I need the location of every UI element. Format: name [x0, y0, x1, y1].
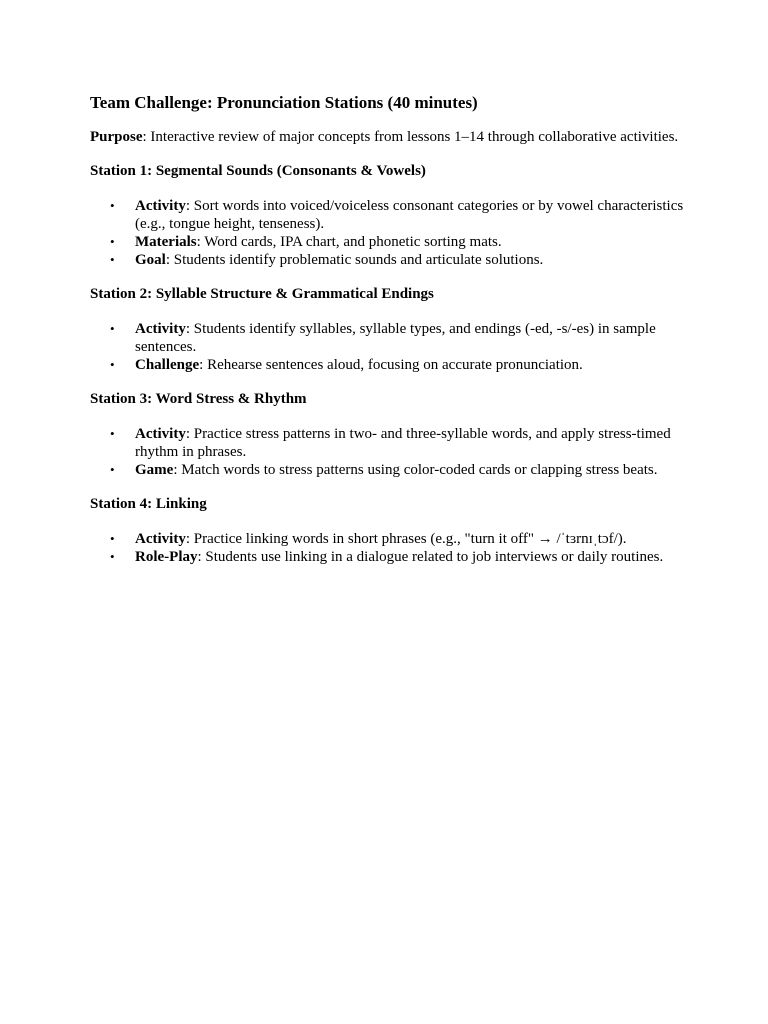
item-text: : Practice stress patterns in two- and three-syllable words, and apply stress-timed rhythm in phrases. [135, 426, 671, 460]
list-item [90, 356, 690, 374]
item-text: : Practice linking words in short phrases (e.g., "turn it off" → /ˈtɜrnɪˌtɔf/). [185, 531, 627, 547]
station-1-heading: Station 1: Segmental Sounds (Consonants & Vowels) [90, 163, 426, 179]
bullet-icon: • [110, 252, 115, 267]
item-text: : Sort words into voiced/voiceless consonant categories or by vowel characteristics (e.g., tongue height, tenseness). [135, 198, 684, 232]
station-4-heading: Station 4: Linking [90, 496, 207, 512]
item-label: Activity [135, 426, 186, 442]
station-1-list [90, 197, 690, 269]
bullet-icon: • [110, 549, 115, 564]
item-label: Activity [135, 531, 186, 547]
list-item [90, 233, 690, 251]
list-item [90, 197, 690, 233]
item-text: : Students identify problematic sounds and articulate solutions. [165, 252, 544, 268]
item-text: : Students use linking in a dialogue related to job interviews or daily routines. [197, 549, 664, 565]
bullet-icon: • [110, 531, 115, 546]
station-4-list [90, 530, 690, 566]
bullet-icon: • [110, 357, 115, 372]
document-title: Team Challenge: Pronunciation Stations (40 minutes) [90, 93, 478, 112]
purpose-text: : Interactive review of major concepts from lessons 1–14 through collaborative activities. [142, 129, 679, 145]
list-item [90, 425, 690, 461]
bullet-icon: • [110, 198, 115, 213]
item-label: Materials [135, 234, 197, 250]
bullet-icon: • [110, 426, 115, 441]
item-label: Challenge [135, 357, 200, 373]
document-page [90, 92, 690, 582]
list-item [90, 548, 690, 566]
station-3-heading: Station 3: Word Stress & Rhythm [90, 391, 307, 407]
list-item [90, 530, 690, 548]
station-2-heading: Station 2: Syllable Structure & Grammatical Endings [90, 286, 434, 302]
purpose-paragraph [90, 128, 690, 146]
bullet-icon: • [110, 234, 115, 249]
item-label: Role-Play [135, 549, 198, 565]
item-label: Activity [135, 198, 186, 214]
station-3-list [90, 425, 690, 479]
list-item [90, 251, 690, 269]
item-label: Activity [135, 321, 186, 337]
item-text: : Word cards, IPA chart, and phonetic sorting mats. [196, 234, 502, 250]
item-text: : Rehearse sentences aloud, focusing on accurate pronunciation. [199, 357, 583, 373]
purpose-label: Purpose [90, 129, 143, 145]
item-label: Goal [135, 252, 166, 268]
item-label: Game [135, 462, 174, 478]
item-text: : Students identify syllables, syllable types, and endings (-ed, -s/-es) in sample sentences. [135, 321, 656, 355]
item-text: : Match words to stress patterns using color-coded cards or clapping stress beats. [173, 462, 658, 478]
bullet-icon: • [110, 462, 115, 477]
bullet-icon: • [110, 321, 115, 336]
list-item [90, 461, 690, 479]
list-item [90, 320, 690, 356]
station-2-list [90, 320, 690, 374]
